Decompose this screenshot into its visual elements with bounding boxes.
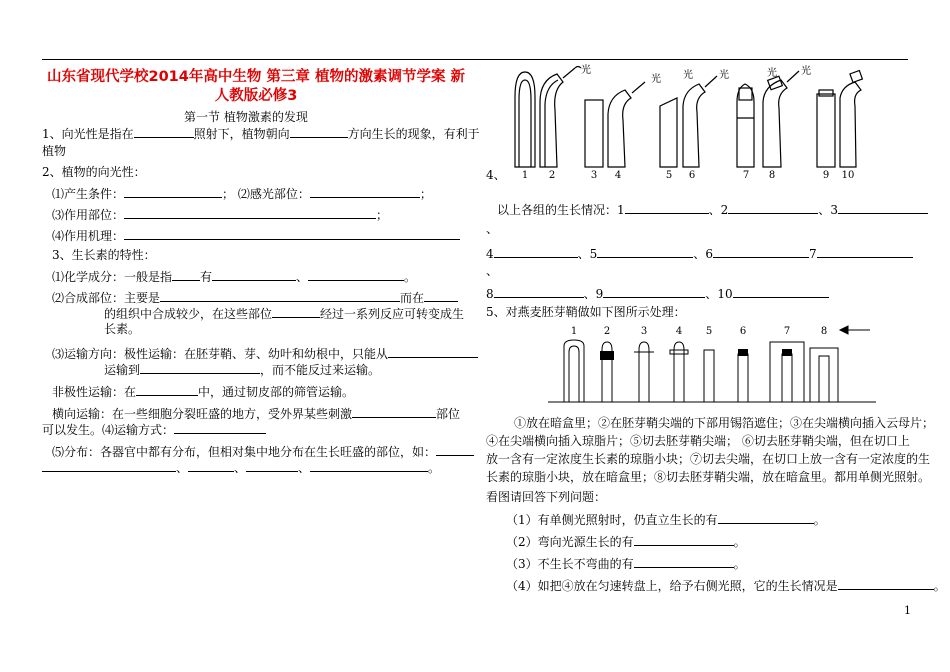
svg-text:6: 6 bbox=[739, 326, 747, 337]
svg-text:6: 6 bbox=[688, 170, 696, 181]
svg-text:7: 7 bbox=[742, 170, 750, 181]
q3-item2-line3: 长素。 bbox=[104, 322, 141, 336]
q3-item4: 可以发生。⑷运输方式： bbox=[42, 421, 266, 438]
light-label-6: 光 bbox=[719, 70, 729, 81]
svg-text:9: 9 bbox=[822, 170, 830, 181]
q2-item1: ⑴产生条件： ； ⑵感光部位： ； bbox=[52, 187, 432, 201]
desc-line3: 放一含有一定浓度生长素的琼脂小块；⑦切去尖端，在切口上放一含有一定浓度的生 bbox=[486, 452, 931, 466]
page-number: 1 bbox=[904, 604, 911, 617]
svg-text:7: 7 bbox=[783, 326, 791, 337]
q3-item1: ⑴化学成分：一般是指 有 、 。 bbox=[52, 270, 417, 284]
answer-4: （4）如把④放在匀速转盘上，给予右侧光照，它的生长情况是 。 bbox=[506, 579, 946, 593]
agar-block-6 bbox=[738, 349, 748, 356]
tin-foil-cover bbox=[600, 351, 614, 360]
q1-line2: 植物 bbox=[42, 144, 67, 158]
q4-label: 4、 bbox=[486, 168, 506, 182]
q2-heading: 2、植物的向光性： bbox=[42, 165, 146, 179]
q1-line1: 1、向光性是指在 照射下，植物朝向 方向生长的现象，有利于 bbox=[42, 127, 480, 141]
svg-text:1: 1 bbox=[570, 326, 578, 337]
light-label-5: 光 bbox=[683, 70, 693, 81]
svg-text:5: 5 bbox=[665, 170, 673, 181]
desc-line1: ①放在暗盒里；②在胚芽鞘尖端的下部用锡箔遮住；③在尖端横向插入云母片； bbox=[514, 416, 935, 430]
svg-text:5: 5 bbox=[705, 326, 713, 337]
svg-text:8: 8 bbox=[820, 326, 828, 337]
desc-line4: 长素的琼脂小块，放在暗盒里；⑧切去胚芽鞘尖端，放在暗盒里。都用单侧光照射。 bbox=[486, 470, 931, 484]
desc-line2: ④在尖端横向插入琼脂片；⑤切去胚芽鞘尖端； ⑥切去胚芽鞘尖端，但在切口上 bbox=[486, 434, 910, 448]
q4-sep-1: 、 bbox=[486, 222, 499, 236]
agar-block-7 bbox=[782, 349, 792, 356]
coleoptile-figure-4 bbox=[505, 62, 875, 182]
q3-item2-line2: 的组织中合成较少，在这些部位 经过一系列反应可转变成生 bbox=[104, 307, 465, 321]
q3-item3-line3: 非极性运输：在 中，通过韧皮部的筛管运输。 bbox=[52, 385, 355, 399]
answer-1: （1）有单侧光照射时，仍直立生长的有 。 bbox=[506, 513, 826, 527]
svg-text:2: 2 bbox=[548, 170, 556, 181]
svg-text:1: 1 bbox=[521, 170, 529, 181]
q2-item4: ⑷作用机理： bbox=[52, 227, 460, 244]
q3-item3-line4: 横向运输：在一些细胞分裂旺盛的地方，受外界某些刺激 部位 bbox=[52, 407, 461, 421]
svg-text:4: 4 bbox=[614, 170, 622, 181]
coleoptile-figure-5 bbox=[548, 322, 878, 404]
q3-heading: 3、生长素的特性： bbox=[52, 248, 156, 262]
q4-answers-line3: 8 、9 、10 bbox=[486, 285, 829, 302]
q4-answers-line1: 以上各组的生长情况：1 、2 、3 bbox=[497, 201, 928, 218]
q4-sep-2: 、 bbox=[486, 264, 499, 278]
svg-text:3: 3 bbox=[590, 170, 598, 181]
svg-text:2: 2 bbox=[603, 326, 611, 337]
svg-text:4: 4 bbox=[675, 326, 683, 337]
light-label-4: 光 bbox=[651, 74, 661, 85]
q2-item3: ⑶作用部位： ； bbox=[52, 208, 389, 222]
svg-text:10: 10 bbox=[841, 170, 855, 181]
q3-item5-line2: 、 、 、 。 bbox=[42, 459, 440, 476]
light-label-2: 光 bbox=[581, 65, 591, 76]
q3-item5-line1: ⑸分布：各器官中都有分布，但相对集中地分布在生长旺盛的部位，如： bbox=[52, 443, 474, 460]
section-title: 第一节 植物激素的发现 bbox=[184, 110, 308, 124]
answer-3: （3）不生长不弯曲的有 。 bbox=[506, 557, 746, 571]
q3-item3-line1: ⑶运输方向：极性运输：在胚芽鞘、芽、幼叶和幼根中，只能从 bbox=[52, 345, 478, 362]
light-label-8: 光 bbox=[801, 66, 811, 77]
q5-prompt: 5、对燕麦胚芽鞘做如下图所示处理： bbox=[486, 305, 686, 319]
ask-prompt: 看图请回答下列问题： bbox=[486, 490, 607, 504]
q4-answers-line2: 4 、5 、6 7 bbox=[486, 245, 913, 262]
q3-item2-line1: ⑵合成部位：主要是 而在 bbox=[52, 289, 458, 306]
q3-item3-line2: 运输到 ，而不能反过来运输。 bbox=[104, 363, 381, 377]
svg-text:8: 8 bbox=[768, 170, 776, 181]
light-label-7: 光 bbox=[767, 68, 777, 79]
header-rule bbox=[42, 59, 908, 60]
document-title: 山东省现代学校2014年高中生物 第三章 植物的激素调节学案 新人教版必修3 bbox=[47, 69, 465, 104]
svg-text:3: 3 bbox=[640, 326, 648, 337]
answer-2: （2）弯向光源生长的有 。 bbox=[506, 535, 746, 549]
